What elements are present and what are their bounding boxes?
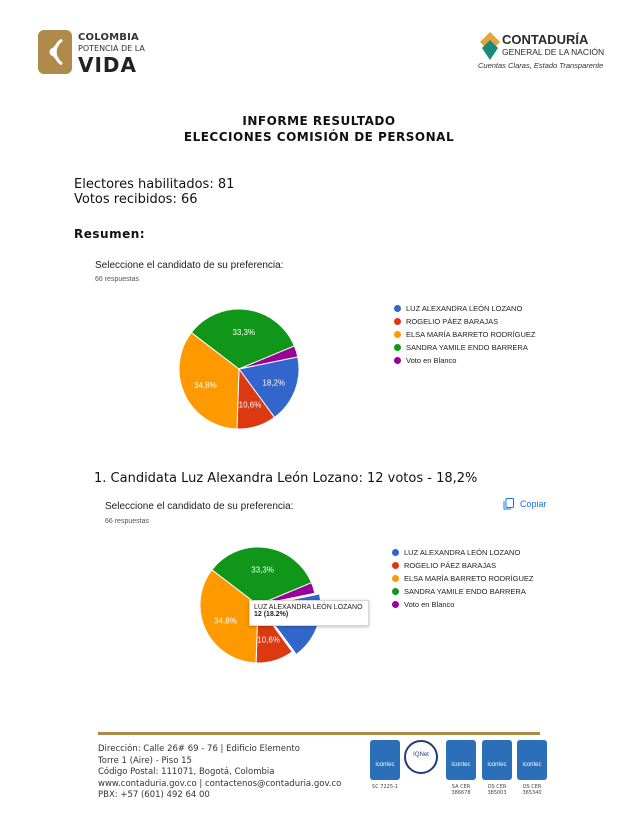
legend-label: ROGELIO PÁEZ BARAJAS: [406, 317, 499, 326]
cert-name: icontec: [451, 762, 471, 768]
colombia-logo-mark: [38, 30, 72, 74]
legend-swatch: [394, 331, 401, 338]
resumen-heading: Resumen:: [74, 227, 146, 241]
pie-slice-label-2: 34,8%: [214, 616, 237, 626]
contaduria-logo-mark: [480, 32, 500, 60]
pie-slice-label-1: 10,6%: [257, 635, 280, 645]
cert-name: icontec: [522, 762, 542, 768]
footer-pbx: PBX: +57 (601) 492 64 00: [98, 790, 210, 800]
chart2-legend: [392, 546, 533, 611]
tooltip-value: 12 (18.2%): [254, 611, 289, 618]
copy-button[interactable]: [503, 498, 547, 510]
legend-swatch: [392, 588, 399, 595]
footer-web: www.contaduria.gov.co | contactenos@contaduria.gov.co: [98, 778, 342, 789]
legend-item: [392, 546, 533, 559]
colombia-potencia-logo: COLOMBIA POTENCIA DE LA VIDA: [38, 30, 148, 78]
copy-icon: [503, 498, 514, 510]
legend-swatch: [394, 305, 401, 312]
cert-logo-0: [370, 740, 400, 780]
legend-label: SANDRA YAMILE ENDO BARRERA: [406, 343, 528, 352]
tooltip-label: LUZ ALEXANDRA LEÓN LOZANO: [254, 604, 363, 611]
cert-code: SC 7225-1: [372, 784, 398, 790]
legend-swatch: [394, 357, 401, 364]
legend-label: ELSA MARÍA BARRETO RODRÍGUEZ: [404, 574, 534, 583]
chart1-pie: [176, 307, 308, 431]
chart2-tooltip: [249, 600, 369, 626]
legend-item: [392, 585, 533, 598]
legend-item: [392, 572, 533, 585]
report-subtitle: ELECCIONES COMISIÓN DE PERSONAL: [183, 130, 455, 144]
legend-label: ROGELIO PÁEZ BARAJAS: [404, 561, 497, 570]
electores-habilitados: Electores habilitados: 81: [74, 177, 235, 192]
legend-label: SANDRA YAMILE ENDO BARRERA: [404, 587, 526, 596]
footer-divider: [98, 732, 540, 735]
chart1-responses: 66 respuestas: [95, 276, 139, 283]
legend-item: [392, 559, 533, 572]
legend-swatch: [394, 344, 401, 351]
pie-slice-label-2: 34,8%: [194, 380, 217, 390]
chart1-legend: [394, 302, 535, 367]
legend-label: LUZ ALEXANDRA LEÓN LOZANO: [404, 548, 521, 557]
pie-slice-label-0: 18,2%: [262, 378, 286, 388]
contaduria-logo: CONTADURÍA GENERAL DE LA NACIÓN Cuentas Claras, Estado Transparente: [478, 32, 605, 70]
legend-swatch: [392, 549, 399, 556]
footer-postal: Código Postal: 111071, Bogotá, Colombia: [98, 767, 275, 777]
cert-logo-1: [404, 740, 438, 774]
legend-swatch: [392, 562, 399, 569]
legend-item: [394, 341, 535, 354]
votos-recibidos: Votos recibidos: 66: [74, 192, 198, 207]
chart2-question: Seleccione el candidato de su preferencia:: [105, 501, 294, 512]
chart1-question: Seleccione el candidato de su preferencia:: [95, 260, 284, 271]
legend-item: [392, 598, 533, 611]
legend-label: Voto en Blanco: [404, 600, 455, 609]
legend-label: ELSA MARÍA BARRETO RODRÍGUEZ: [406, 330, 536, 339]
legend-item: [394, 328, 535, 341]
cert-code: OS CER 385003: [487, 784, 507, 796]
candidate-heading: 1. Candidata Luz Alexandra León Lozano: 12 votos - 18,2%: [94, 471, 478, 486]
pie-slice-label-3: 33,3%: [251, 565, 274, 575]
cert-logo-3: [482, 740, 512, 780]
chart2-responses: 66 respuestas: [105, 518, 149, 525]
cert-name: IQNet: [413, 752, 429, 758]
pie-slice-label-1: 10,6%: [238, 400, 262, 410]
legend-item: [394, 354, 535, 367]
cert-code: SA CER 386678: [451, 784, 471, 796]
copy-button-label: Copiar: [520, 499, 547, 509]
footer-tower: Torre 1 (Aire) - Piso 15: [98, 755, 192, 766]
legend-swatch: [392, 601, 399, 608]
legend-swatch: [394, 318, 401, 325]
legend-swatch: [392, 575, 399, 582]
cert-code: OS CER 365340: [522, 784, 542, 796]
cert-logo-2: [446, 740, 476, 780]
cert-name: icontec: [487, 762, 507, 768]
cert-name: icontec: [375, 762, 395, 768]
legend-item: [394, 315, 535, 328]
pie-slice-label-3: 33,3%: [232, 328, 256, 338]
legend-item: [394, 302, 535, 315]
legend-label: LUZ ALEXANDRA LEÓN LOZANO: [406, 304, 523, 313]
report-title: INFORME RESULTADO: [242, 114, 396, 128]
legend-label: Voto en Blanco: [406, 356, 457, 365]
footer-address: Dirección: Calle 26# 69 - 76 | Edificio Elemento: [98, 744, 300, 754]
footer-contact: [98, 744, 341, 802]
cert-logo-4: [517, 740, 547, 780]
